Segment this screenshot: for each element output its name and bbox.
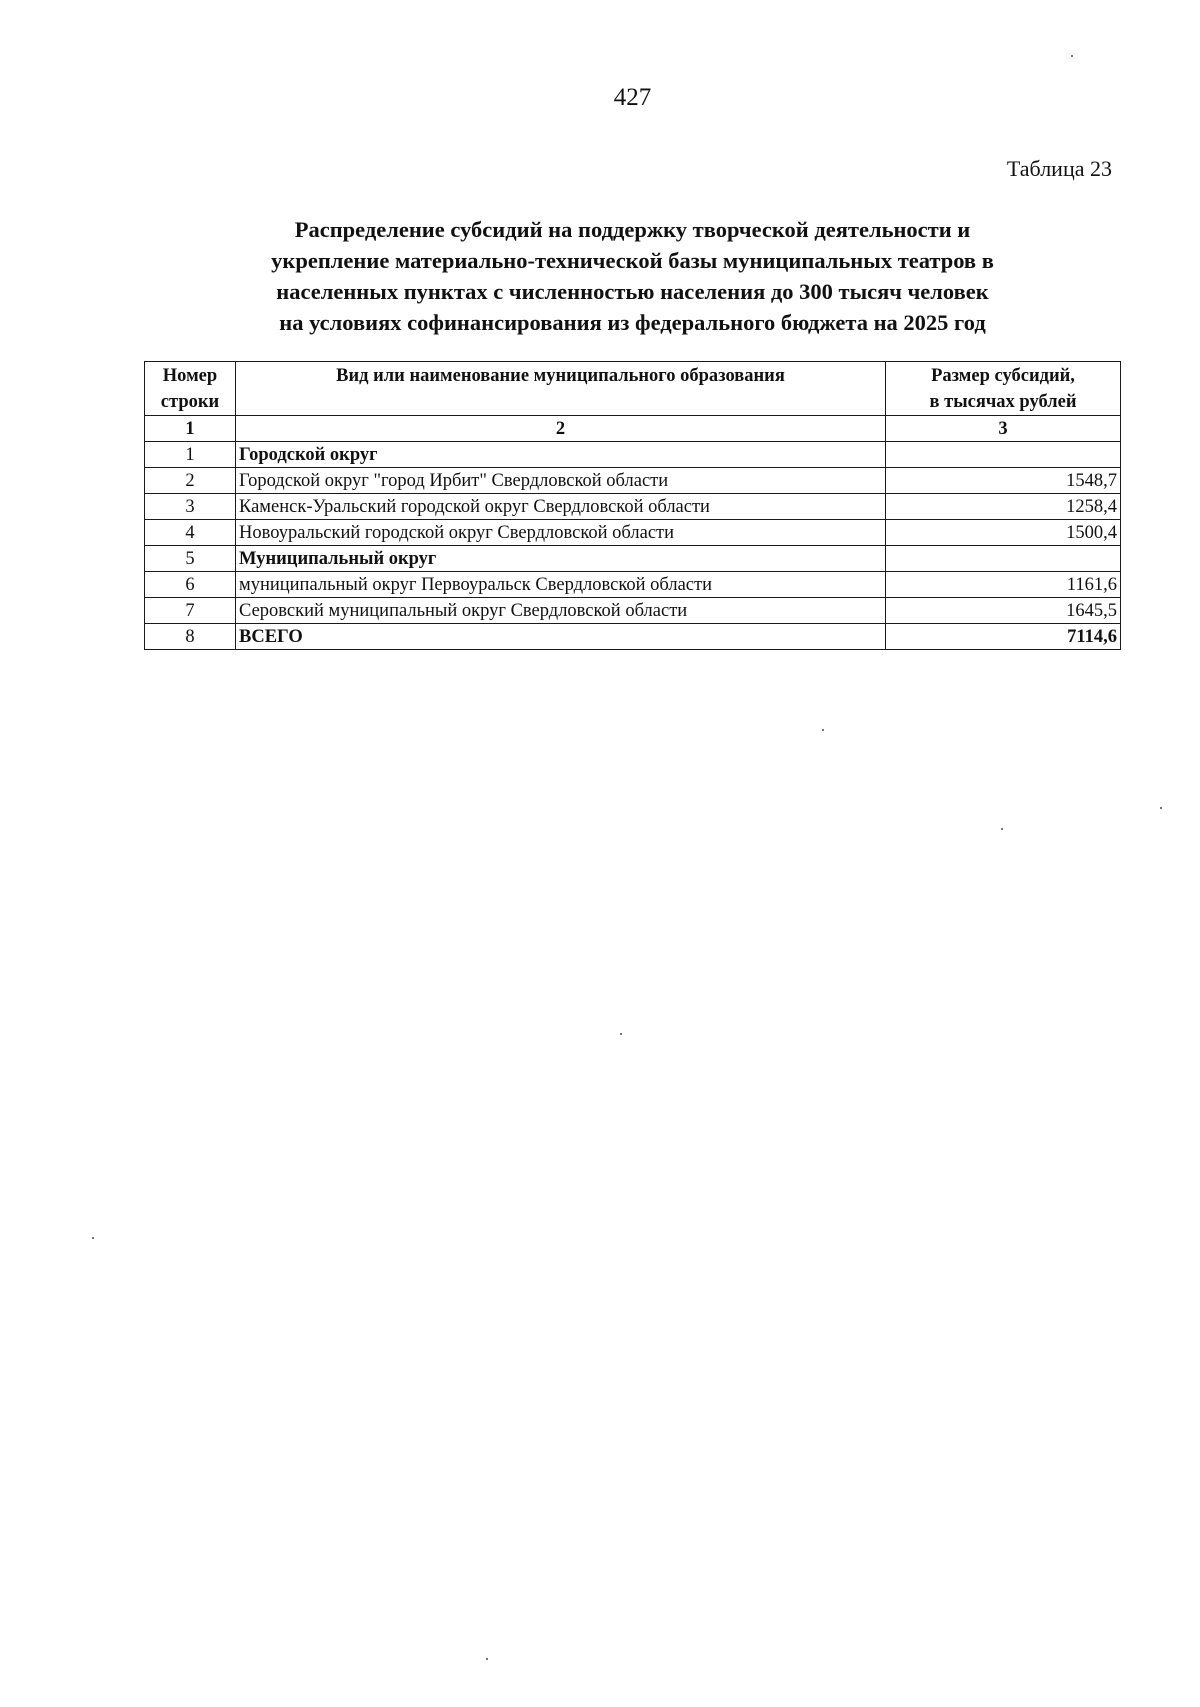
table-total-row [145, 624, 1121, 650]
total-amount: 7114,6 [886, 624, 1121, 650]
row-number: 5 [145, 546, 236, 572]
row-number: 8 [145, 624, 236, 650]
table-row [145, 442, 1121, 468]
table-row [145, 468, 1121, 494]
scan-speck [1001, 828, 1003, 830]
row-number: 3 [145, 494, 236, 520]
subsidy-amount: 1258,4 [886, 494, 1121, 520]
table-row [145, 598, 1121, 624]
scan-speck [620, 1033, 622, 1035]
row-number: 6 [145, 572, 236, 598]
column-number: 2 [236, 416, 886, 442]
scan-speck [822, 729, 824, 731]
scan-speck [1071, 55, 1073, 57]
subsidy-amount: 1161,6 [886, 572, 1121, 598]
row-number: 2 [145, 468, 236, 494]
table-caption: Таблица 23 [1006, 156, 1112, 181]
column-number: 1 [145, 416, 236, 442]
municipality-name: Каменск-Уральский городской округ Свердловской области [236, 494, 886, 520]
table-row [145, 546, 1121, 572]
table-header-row [145, 362, 1121, 416]
title-line: укрепление материально-технической базы муниципальных театров в [271, 248, 994, 273]
subsidy-amount: 1548,7 [886, 468, 1121, 494]
subsidy-amount [886, 546, 1121, 572]
municipality-name: Серовский муниципальный округ Свердловской области [236, 598, 886, 624]
table-row [145, 572, 1121, 598]
header-row-number-line2: строки [160, 392, 220, 412]
municipality-name: Городской округ [236, 442, 886, 468]
subsidy-amount [886, 442, 1121, 468]
header-subsidy-line2: в тысячах рублей [929, 392, 1077, 412]
row-number: 4 [145, 520, 236, 546]
row-number: 7 [145, 598, 236, 624]
municipality-name: муниципальный округ Первоуральск Свердловской области [236, 572, 886, 598]
document-title [200, 214, 1065, 338]
header-row-number [145, 362, 236, 416]
header-subsidy-amount [886, 362, 1121, 416]
header-row-number-line1: Номер [162, 366, 218, 386]
column-number: 3 [886, 416, 1121, 442]
column-number-row [145, 416, 1121, 442]
municipality-name: Муниципальный округ [236, 546, 886, 572]
row-number: 1 [145, 442, 236, 468]
title-line: на условиях софинансирования из федерального бюджета на 2025 год [279, 310, 986, 335]
scan-speck [92, 1237, 94, 1239]
subsidy-amount: 1500,4 [886, 520, 1121, 546]
total-label: ВСЕГО [236, 624, 886, 650]
scan-speck [1160, 807, 1162, 809]
title-line: Распределение субсидий на поддержку творческой деятельности и [294, 217, 971, 242]
page-number: 427 [613, 84, 652, 111]
table-row [145, 494, 1121, 520]
table-row [145, 520, 1121, 546]
subsidy-distribution-table [144, 361, 1121, 650]
municipality-name: Новоуральский городской округ Свердловской области [236, 520, 886, 546]
header-municipality: Вид или наименование муниципального образования [236, 362, 886, 416]
title-line: населенных пунктах с численностью населения до 300 тысяч человек [276, 279, 989, 304]
header-subsidy-line1: Размер субсидий, [931, 366, 1075, 386]
municipality-name: Городской округ "город Ирбит" Свердловской области [236, 468, 886, 494]
scan-speck [486, 1658, 488, 1660]
subsidy-amount: 1645,5 [886, 598, 1121, 624]
